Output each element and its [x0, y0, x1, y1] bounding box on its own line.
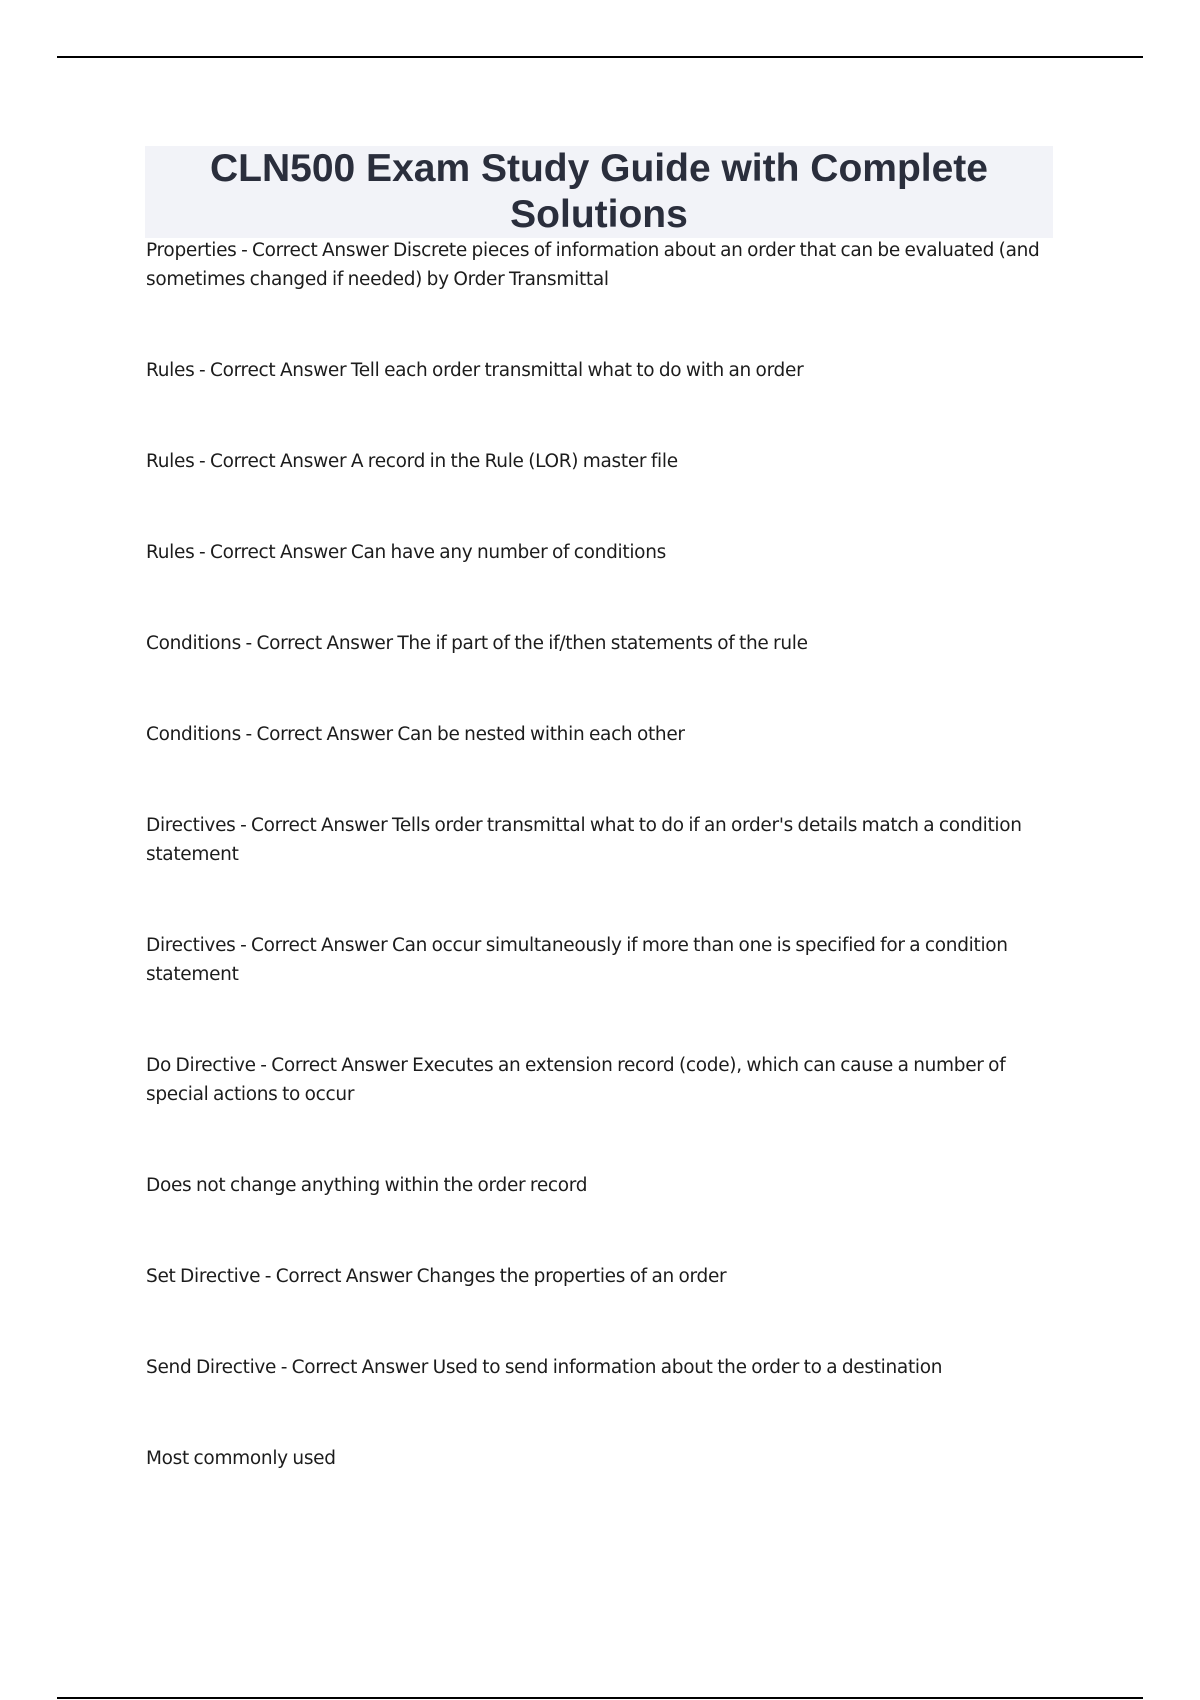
qa-list: [146, 236, 1066, 1473]
qa-entry: Send Directive - Correct Answer Used to send information about the order to a destination: [146, 1357, 943, 1378]
document-title: CLN500 Exam Study Guide with Complete Solutions: [210, 147, 988, 236]
header-rule: [57, 56, 1143, 58]
qa-entry: Does not change anything within the order record: [146, 1175, 588, 1196]
title-banner: [145, 146, 1053, 238]
qa-entry: Conditions - Correct Answer The if part of the if/then statements of the rule: [146, 633, 808, 654]
qa-entry: Properties - Correct Answer Discrete pieces of information about an order that can be evaluated (and sometimes changed if needed) by Order Transmittal: [146, 240, 1040, 290]
qa-entry: Conditions - Correct Answer Can be nested within each other: [146, 724, 685, 745]
qa-entry: Directives - Correct Answer Can occur simultaneously if more than one is specified for a condition statement: [146, 935, 1008, 985]
footer-rule: [57, 1697, 1143, 1699]
qa-entry: Do Directive - Correct Answer Executes an extension record (code), which can cause a number of special actions to occur: [146, 1055, 1006, 1105]
qa-entry: Directives - Correct Answer Tells order transmittal what to do if an order's details match a condition statement: [146, 815, 1022, 865]
qa-entry: Rules - Correct Answer Can have any number of conditions: [146, 542, 666, 563]
qa-entry: Rules - Correct Answer Tell each order transmittal what to do with an order: [146, 360, 804, 381]
qa-entry: Rules - Correct Answer A record in the Rule (LOR) master file: [146, 451, 678, 472]
qa-entry: Set Directive - Correct Answer Changes the properties of an order: [146, 1266, 727, 1287]
qa-entry: Most commonly used: [146, 1448, 336, 1469]
